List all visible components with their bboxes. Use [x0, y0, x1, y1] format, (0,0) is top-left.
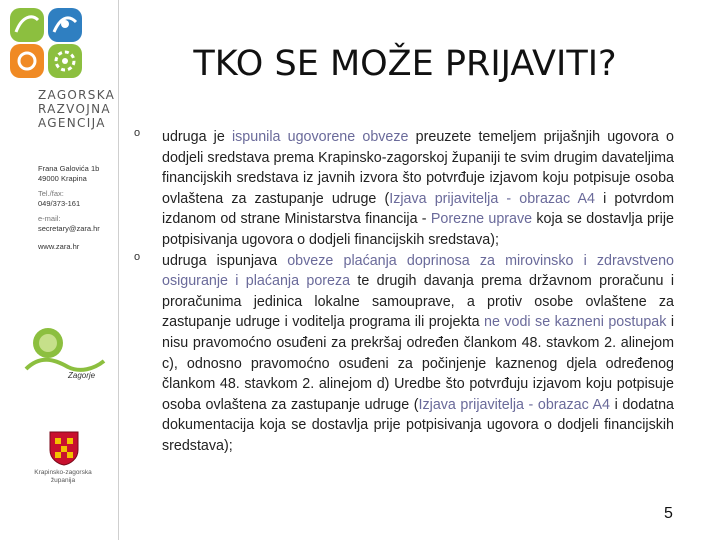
zagorje-label: Zagorje [68, 371, 96, 380]
list-item [134, 127, 674, 251]
highlighted-text: ispunila ugovorene obveze [231, 129, 409, 145]
org-name-line: ZAGORSKA [38, 88, 116, 102]
bullet-list [134, 127, 674, 457]
text-segment: udruga je [162, 129, 232, 145]
text-segment: i potvrdom izdanom od strane Ministarstva financija - [162, 190, 674, 228]
phone-value: 049/373-161 [38, 199, 81, 208]
list-item-text [162, 127, 674, 251]
text-segment: te drugih davanja prema državnom proračunu i proračunima jedinica lokalne samouprave, a protiv osobe ovlaštene za zastupanje udruge i voditelja programa ili projekta [162, 273, 674, 331]
coat-of-arms-icon [48, 430, 80, 466]
bullet-marker: o [134, 127, 141, 139]
org-name-line: RAZVOJNA [38, 102, 111, 116]
bullet-marker: o [134, 250, 141, 263]
highlighted-text: Izjava prijavitelja - obrazac A4 [389, 190, 595, 207]
email-label: e-mail: [38, 214, 61, 223]
website-link[interactable]: www.zara.hr [38, 242, 80, 251]
highlighted-text: ne vodi se kazneni postupak [484, 314, 667, 331]
text-segment: i dodatna dokumentacija koja se dostavlja prije potpisivanja ugovora o dodjeli financijskih sredstava); [162, 396, 674, 454]
list-item [134, 251, 674, 457]
contact-info [38, 164, 116, 252]
slide-title: TKO SE MOŽE PRIJAVITI? [193, 44, 617, 84]
sidebar [0, 0, 118, 540]
text-segment: preuzete temeljem prijašnjih ugovora o dodjeli sredstava prema Krapinsko-zagorskoj županiji te svim drugim davateljima financijskih sredstava iz javnih izvora što potvrđuje izjavom koju potpisuje osoba ovlaštena za zastupanje udruge ( [162, 129, 674, 207]
address-line: 49000 Krapina [38, 174, 87, 183]
org-name [38, 88, 115, 130]
page-number: 5 [664, 505, 673, 522]
highlighted-text: obveze plaćanja doprinosa za mirovinsko i zdravstveno osiguranje i plaćanja poreza [162, 252, 674, 290]
list-item-text [162, 251, 674, 457]
phone-label: Tel./fax: [38, 189, 64, 198]
county-name-line: Krapinsko-zagorska [34, 469, 92, 476]
agency-logo-icon [8, 6, 84, 80]
highlighted-text: Izjava prijavitelja - obrazac A4 [418, 396, 611, 413]
county-name-line: županija [50, 477, 76, 484]
address-line: Frana Galovića 1b [38, 164, 100, 173]
org-name-line: AGENCIJA [38, 116, 106, 130]
text-segment: koja se dostavlja prije potpisivanja ugovora o dodjeli financijskih sredstava); [162, 211, 674, 248]
email-link[interactable]: secretary@zara.hr [38, 224, 100, 233]
highlighted-text: Porezne uprave [430, 211, 533, 228]
text-segment: i nisu pravomoćno osuđeni za prekršaj određen člankom 48. stavkom 2. alinejom c), odnosno pravomoćno osuđeni za počinjenje kaznenog djela određenog člankom 48. stavkom 2. alinejom d) Uredbe što potvrđuju izjavom koju potpisuje osoba ovlaštena za zastupanje udruge ( [162, 314, 675, 413]
text-segment: udruga ispunjava [162, 252, 288, 269]
sidebar-divider [118, 0, 119, 540]
county-name [28, 469, 98, 485]
